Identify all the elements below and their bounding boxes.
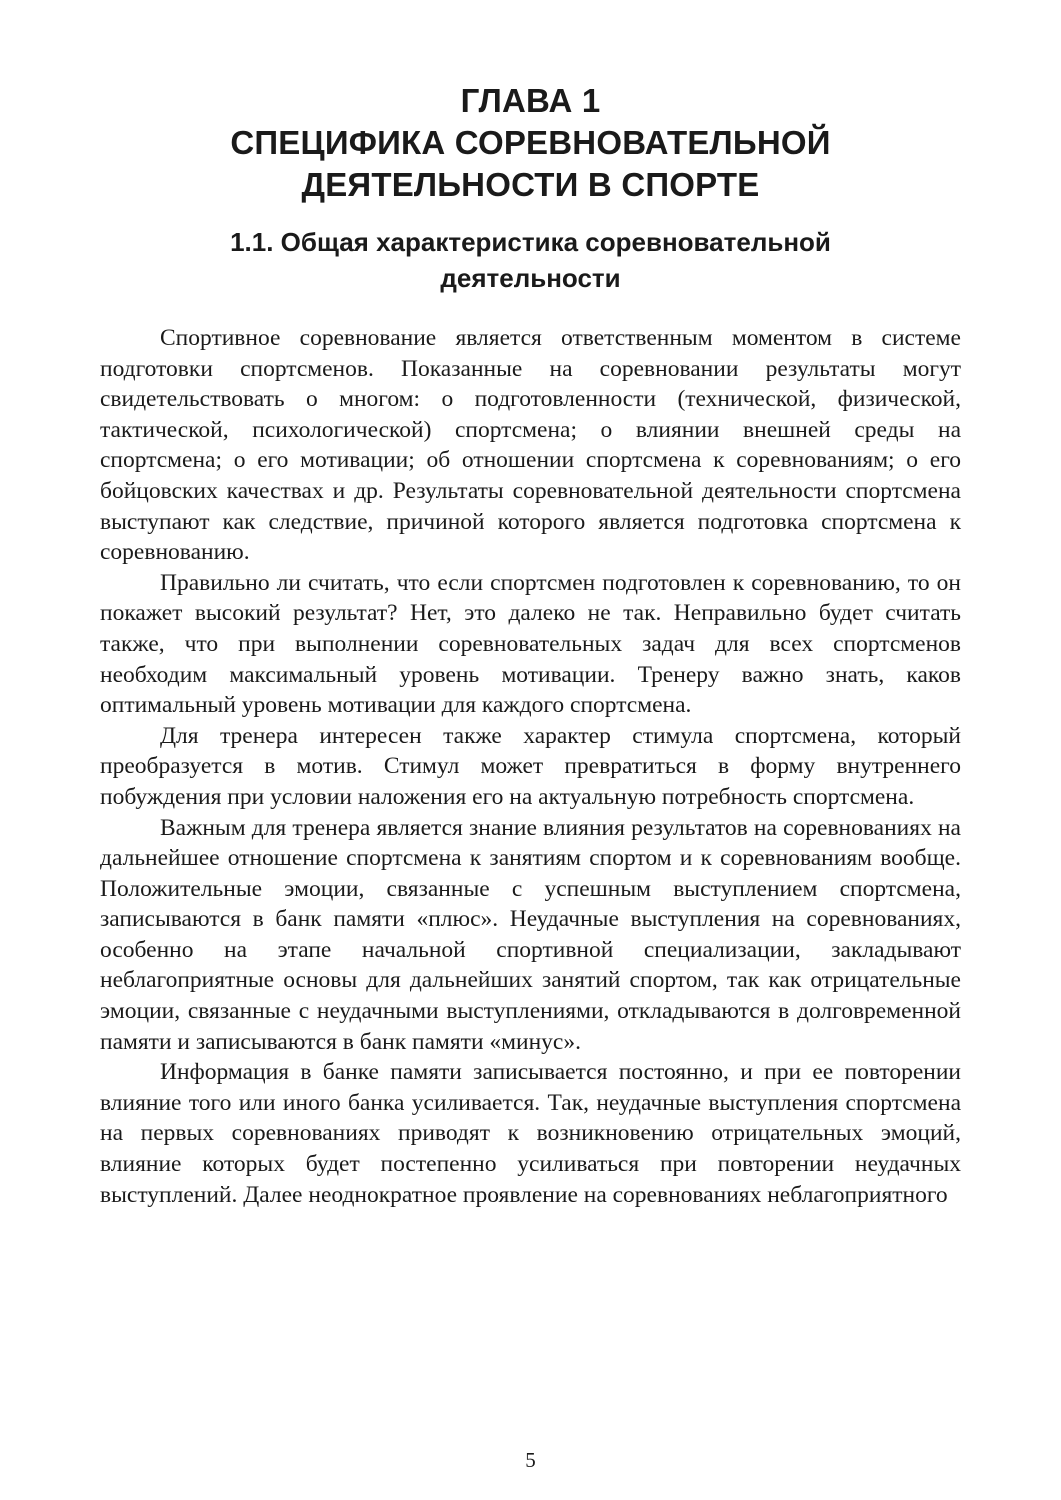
section-title-line-1: 1.1. Общая характеристика соревновательной [230,227,831,257]
paragraph: Важным для тренера является знание влияния результатов на соревнованиях на дальнейшее отношение спортсмена к занятиям спортом и к соревнованиям вообще. Положительные эмоции, связанные с успешным выступлением спортсмена, записываются в банк памяти «плюс». Неудачные выступления на соревнованиях, особенно на этапе начальной спортивной специализации, закладывают неблагоприятные основы для дальнейших занятий спортом, так как отрицательные эмоции, связанные с неудачными выступлениями, откладываются в долговременной памяти и записываются в банк памяти «минус». [100,814,961,1055]
chapter-title-line-2: СПЕЦИФИКА СОРЕВНОВАТЕЛЬНОЙ [230,124,831,161]
section-title-line-2: деятельности [440,263,621,293]
chapter-title-line-1: ГЛАВА 1 [460,82,601,119]
chapter-title-line-3: ДЕЯТЕЛЬНОСТИ В СПОРТЕ [301,166,760,203]
chapter-title [100,80,961,206]
paragraph: Правильно ли считать, что если спортсмен подготовлен к соревнованию, то он покажет высокий результат? Нет, это далеко не так. Неправильно будет считать также, что при выполнении соревновательных задач для всех спортсменов необходим максимальный уровень мотивации. Тренеру важно знать, каков оптимальный уровень мотивации для каждого спортсмена. [100,569,961,719]
page-number: 5 [525,1448,536,1472]
paragraph: Для тренера интересен также характер стимула спортсмена, который преобразуется в мотив. Стимул может превратиться в форму внутреннего побуждения при условии наложения его на актуальную потребность спортсмена. [100,722,961,810]
paragraph: Информация в банке памяти записывается постоянно, и при ее повторении влияние того или иного банка усиливается. Так, неудачные выступления спортсмена на первых соревнованиях приводят к возникновению отрицательных эмоций, влияние которых будет постепенно усиливаться при повторении неудачных выступлений. Далее неоднократное проявление на соревнованиях неблагоприятного [100,1059,961,1208]
document-page [100,80,961,1210]
body-text [100,323,961,1210]
paragraph: Спортивное соревнование является ответственным моментом в системе подготовки спортсменов. Показанные на соревновании результаты могут свидетельствовать о многом: о подготовленности (технической, физической, тактической, психологической) спортсмена; о влиянии внешней среды на спортсмена; о его мотивации; об отношении спортсмена к соревнованиям; о его бойцовских качествах и др. Результаты соревновательной деятельности спортсмена выступают как следствие, причиной которого является подготовка спортсмена к соревнованию. [100,325,961,566]
section-title [100,224,961,296]
